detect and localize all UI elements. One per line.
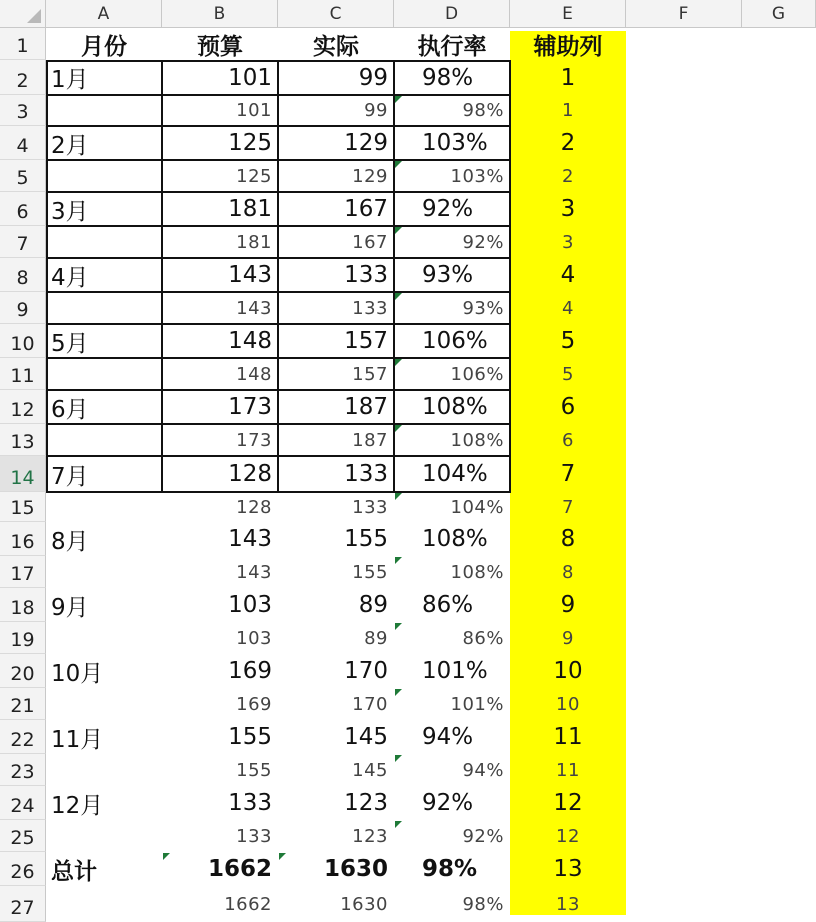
row-header-13[interactable]: 13 <box>0 424 46 456</box>
cell-rate[interactable]: 92% <box>462 825 504 847</box>
cell-budget[interactable]: 125 <box>236 165 272 187</box>
row-header-25[interactable]: 25 <box>0 820 46 852</box>
cell-month[interactable]: 6月 <box>51 396 89 423</box>
error-indicator-icon <box>395 755 402 762</box>
cell-rate[interactable]: 108% <box>422 526 488 552</box>
cell-helper[interactable]: 2 <box>560 130 576 156</box>
cell-actual[interactable]: 155 <box>352 561 388 583</box>
cell-actual[interactable]: 155 <box>344 526 388 552</box>
cell-helper[interactable]: 4 <box>562 297 574 319</box>
cell-budget[interactable]: 143 <box>228 262 272 288</box>
cell-budget[interactable]: 148 <box>236 363 272 385</box>
cell-budget[interactable]: 133 <box>228 790 272 816</box>
cell-budget[interactable]: 133 <box>236 825 272 847</box>
cell-budget[interactable]: 181 <box>228 196 272 222</box>
cell-rate[interactable]: 101% <box>422 658 488 684</box>
header-actual[interactable]: 实际 <box>313 33 359 60</box>
row-header-4[interactable]: 4 <box>0 126 46 160</box>
row-header-6[interactable]: 6 <box>0 192 46 226</box>
cell-helper[interactable]: 9 <box>562 627 574 649</box>
cell-rate[interactable]: 106% <box>450 363 504 385</box>
row-header-14[interactable]: 14 <box>0 456 46 492</box>
cell-rate[interactable]: 103% <box>422 130 488 156</box>
cell-helper[interactable]: 3 <box>560 196 576 222</box>
cell-month[interactable] <box>46 886 162 922</box>
error-indicator-icon <box>395 425 402 432</box>
cell-rate[interactable]: 94% <box>422 724 474 750</box>
cell-month[interactable]: 总计 <box>51 858 97 885</box>
error-indicator-icon <box>279 853 286 860</box>
cell-actual[interactable]: 145 <box>352 759 388 781</box>
cell-rate[interactable]: 108% <box>450 561 504 583</box>
row-header-20[interactable]: 20 <box>0 654 46 688</box>
cell-budget[interactable]: 143 <box>236 297 272 319</box>
cell-actual[interactable]: 123 <box>344 790 388 816</box>
cell-budget[interactable]: 128 <box>236 496 272 518</box>
cell-helper[interactable]: 6 <box>560 394 576 420</box>
error-indicator-icon <box>395 689 402 696</box>
column-header-c[interactable]: C <box>278 0 394 28</box>
error-indicator-icon <box>163 853 170 860</box>
cell-budget[interactable]: 103 <box>228 592 272 618</box>
row-header-8[interactable]: 8 <box>0 258 46 292</box>
row-header-19[interactable]: 19 <box>0 622 46 654</box>
cell-rate[interactable]: 108% <box>422 394 488 420</box>
cell-month[interactable] <box>46 292 162 324</box>
cell-budget[interactable]: 1662 <box>224 893 272 915</box>
cell-month[interactable]: 2月 <box>51 132 89 159</box>
column-header-f[interactable]: F <box>626 0 742 28</box>
cell-helper[interactable]: 2 <box>562 165 574 187</box>
cell-helper[interactable]: 5 <box>560 328 576 354</box>
cell-budget[interactable]: 103 <box>236 627 272 649</box>
cell-actual[interactable]: 129 <box>352 165 388 187</box>
row-header-11[interactable]: 11 <box>0 358 46 390</box>
cell-budget[interactable]: 148 <box>228 328 272 354</box>
cell-actual[interactable]: 170 <box>352 693 388 715</box>
cell-rate[interactable]: 86% <box>462 627 504 649</box>
cell-helper[interactable]: 1 <box>560 64 576 91</box>
column-header-d[interactable]: D <box>394 0 510 28</box>
row-header-10[interactable]: 10 <box>0 324 46 358</box>
cell-actual[interactable]: 157 <box>352 363 388 385</box>
cell-month[interactable]: 5月 <box>51 330 89 357</box>
cell-helper[interactable]: 12 <box>556 825 580 847</box>
cell-month[interactable] <box>46 820 162 852</box>
row-header-9[interactable]: 9 <box>0 292 46 324</box>
cell-actual[interactable]: 133 <box>344 262 388 288</box>
table-row-divider <box>46 257 510 259</box>
cell-month[interactable] <box>46 160 162 192</box>
cell-actual[interactable]: 129 <box>344 130 388 156</box>
row-header-27[interactable]: 27 <box>0 886 46 922</box>
column-header-b[interactable]: B <box>162 0 278 28</box>
cell-month[interactable] <box>46 424 162 456</box>
cell-actual[interactable]: 157 <box>344 328 388 354</box>
cell-rate[interactable]: 103% <box>450 165 504 187</box>
cell-actual[interactable]: 99 <box>364 100 388 121</box>
cell-budget[interactable]: 143 <box>236 561 272 583</box>
cell-month[interactable]: 4月 <box>51 264 89 291</box>
error-indicator-icon <box>395 161 402 168</box>
error-indicator-icon <box>395 293 402 300</box>
table-row-divider <box>46 455 510 457</box>
column-header-e[interactable]: E <box>510 0 626 28</box>
cell-rate[interactable]: 98% <box>462 100 504 121</box>
cell-helper[interactable]: 10 <box>556 693 580 715</box>
table-row-divider <box>46 291 510 293</box>
cell-actual[interactable]: 170 <box>344 658 388 684</box>
table-row-divider <box>46 94 510 96</box>
cell-month[interactable]: 10月 <box>51 660 104 687</box>
cell-budget[interactable]: 101 <box>228 64 272 91</box>
cell-rate[interactable]: 106% <box>422 328 488 354</box>
select-all-corner[interactable] <box>0 0 46 28</box>
table-row-divider <box>46 225 510 227</box>
cell-month[interactable]: 9月 <box>51 594 89 621</box>
cell-month[interactable]: 11月 <box>51 726 104 753</box>
cell-rate[interactable]: 98% <box>422 856 478 882</box>
cell-rate[interactable]: 92% <box>422 196 474 222</box>
cell-actual[interactable]: 133 <box>352 297 388 319</box>
error-indicator-icon <box>395 493 402 500</box>
row-header-2[interactable]: 2 <box>0 60 46 95</box>
cell-rate[interactable]: 93% <box>462 297 504 319</box>
row-header-16[interactable]: 16 <box>0 522 46 556</box>
cell-month[interactable] <box>46 688 162 720</box>
cell-month[interactable]: 12月 <box>51 792 104 819</box>
row-header-3[interactable]: 3 <box>0 95 46 126</box>
cell-rate[interactable]: 108% <box>450 429 504 451</box>
cell-budget[interactable]: 125 <box>228 130 272 156</box>
cell-helper[interactable]: 8 <box>560 526 576 552</box>
cell-helper[interactable]: 4 <box>560 262 576 288</box>
cell-helper[interactable]: 12 <box>553 790 583 816</box>
row-header-24[interactable]: 24 <box>0 786 46 820</box>
cell-rate[interactable]: 92% <box>422 790 474 816</box>
row-header-1[interactable]: 1 <box>0 28 46 60</box>
cell-month[interactable] <box>46 492 162 522</box>
cell-actual[interactable]: 133 <box>344 461 388 487</box>
row-header-15[interactable]: 15 <box>0 492 46 522</box>
table-row-divider <box>46 357 510 359</box>
row-header-23[interactable]: 23 <box>0 754 46 786</box>
cell-actual[interactable]: 123 <box>352 825 388 847</box>
cell-rate[interactable]: 104% <box>450 496 504 518</box>
table-row-divider <box>46 389 510 391</box>
cell-rate[interactable]: 101% <box>450 693 504 715</box>
cell-helper[interactable]: 5 <box>562 363 574 385</box>
cell-helper[interactable]: 13 <box>553 856 583 882</box>
cell-month[interactable] <box>46 226 162 258</box>
header-helper[interactable]: 辅助列 <box>533 33 603 60</box>
cell-month[interactable]: 1月 <box>51 67 89 93</box>
row-header-18[interactable]: 18 <box>0 588 46 622</box>
cell-month[interactable] <box>46 95 162 126</box>
cell-actual[interactable]: 99 <box>358 64 388 91</box>
row-header-21[interactable]: 21 <box>0 688 46 720</box>
cell-actual[interactable]: 167 <box>352 231 388 253</box>
row-header-12[interactable]: 12 <box>0 390 46 424</box>
table-row-divider <box>46 423 510 425</box>
cell-budget[interactable]: 101 <box>236 100 272 121</box>
cell-helper[interactable]: 11 <box>553 724 583 750</box>
cell-month[interactable]: 3月 <box>51 198 89 225</box>
cell-rate[interactable]: 104% <box>422 461 488 487</box>
row-header-17[interactable]: 17 <box>0 556 46 588</box>
table-row-divider <box>46 159 510 161</box>
cell-actual[interactable]: 187 <box>352 429 388 451</box>
cell-month[interactable] <box>46 622 162 654</box>
error-indicator-icon <box>395 821 402 828</box>
cell-rate[interactable]: 98% <box>422 64 474 91</box>
error-indicator-icon <box>395 227 402 234</box>
cell-helper[interactable]: 8 <box>562 561 574 583</box>
cell-actual[interactable]: 1630 <box>323 856 388 882</box>
cell-budget[interactable]: 169 <box>236 693 272 715</box>
table-row-divider <box>46 191 510 193</box>
row-header-22[interactable]: 22 <box>0 720 46 754</box>
cell-rate[interactable]: 98% <box>462 893 504 915</box>
header-budget[interactable]: 预算 <box>197 33 243 60</box>
cell-actual[interactable]: 133 <box>352 496 388 518</box>
cell-helper[interactable]: 9 <box>560 592 576 618</box>
table-row-divider <box>46 323 510 325</box>
cell-helper[interactable]: 6 <box>562 429 574 451</box>
cell-actual[interactable]: 187 <box>344 394 388 420</box>
row-header-5[interactable]: 5 <box>0 160 46 192</box>
error-indicator-icon <box>395 359 402 366</box>
cell-rate[interactable]: 94% <box>462 759 504 781</box>
cell-budget[interactable]: 143 <box>228 526 272 552</box>
cell-helper[interactable]: 7 <box>560 461 576 487</box>
cell-budget[interactable]: 181 <box>236 231 272 253</box>
cell-budget[interactable]: 173 <box>228 394 272 420</box>
cell-actual[interactable]: 145 <box>344 724 388 750</box>
error-indicator-icon <box>395 623 402 630</box>
cell-budget[interactable]: 169 <box>228 658 272 684</box>
cell-rate[interactable]: 92% <box>462 231 504 253</box>
row-header-26[interactable]: 26 <box>0 852 46 886</box>
table-row-divider <box>46 125 510 127</box>
cell-actual[interactable]: 89 <box>358 592 388 618</box>
column-header-a[interactable]: A <box>46 0 162 28</box>
cell-helper[interactable]: 13 <box>556 893 580 915</box>
cell-budget[interactable]: 173 <box>236 429 272 451</box>
error-indicator-icon <box>395 96 402 103</box>
cell-month[interactable]: 7月 <box>51 463 89 490</box>
cell-helper[interactable]: 10 <box>553 658 583 684</box>
cell-budget[interactable]: 155 <box>228 724 272 750</box>
cell-month[interactable] <box>46 556 162 588</box>
cell-helper[interactable]: 7 <box>562 496 574 518</box>
cell-budget[interactable]: 155 <box>236 759 272 781</box>
cell-helper[interactable]: 3 <box>562 231 574 253</box>
cell-helper[interactable]: 1 <box>562 100 574 121</box>
error-indicator-icon <box>395 557 402 564</box>
cell-budget[interactable]: 128 <box>228 461 272 487</box>
cell-actual[interactable]: 167 <box>344 196 388 222</box>
cell-month[interactable]: 8月 <box>51 528 89 555</box>
cell-rate[interactable]: 86% <box>422 592 474 618</box>
cell-actual[interactable]: 89 <box>364 627 388 649</box>
cell-helper[interactable]: 11 <box>556 759 580 781</box>
header-month[interactable]: 月份 <box>81 33 127 60</box>
column-header-g[interactable]: G <box>742 0 816 28</box>
cell-rate[interactable]: 93% <box>422 262 474 288</box>
cell-actual[interactable]: 1630 <box>340 893 388 915</box>
row-header-7[interactable]: 7 <box>0 226 46 258</box>
cell-month[interactable] <box>46 358 162 390</box>
header-rate[interactable]: 执行率 <box>417 33 487 60</box>
cell-budget[interactable]: 1662 <box>207 856 272 882</box>
select-all-triangle-icon <box>27 9 41 23</box>
cell-month[interactable] <box>46 754 162 786</box>
